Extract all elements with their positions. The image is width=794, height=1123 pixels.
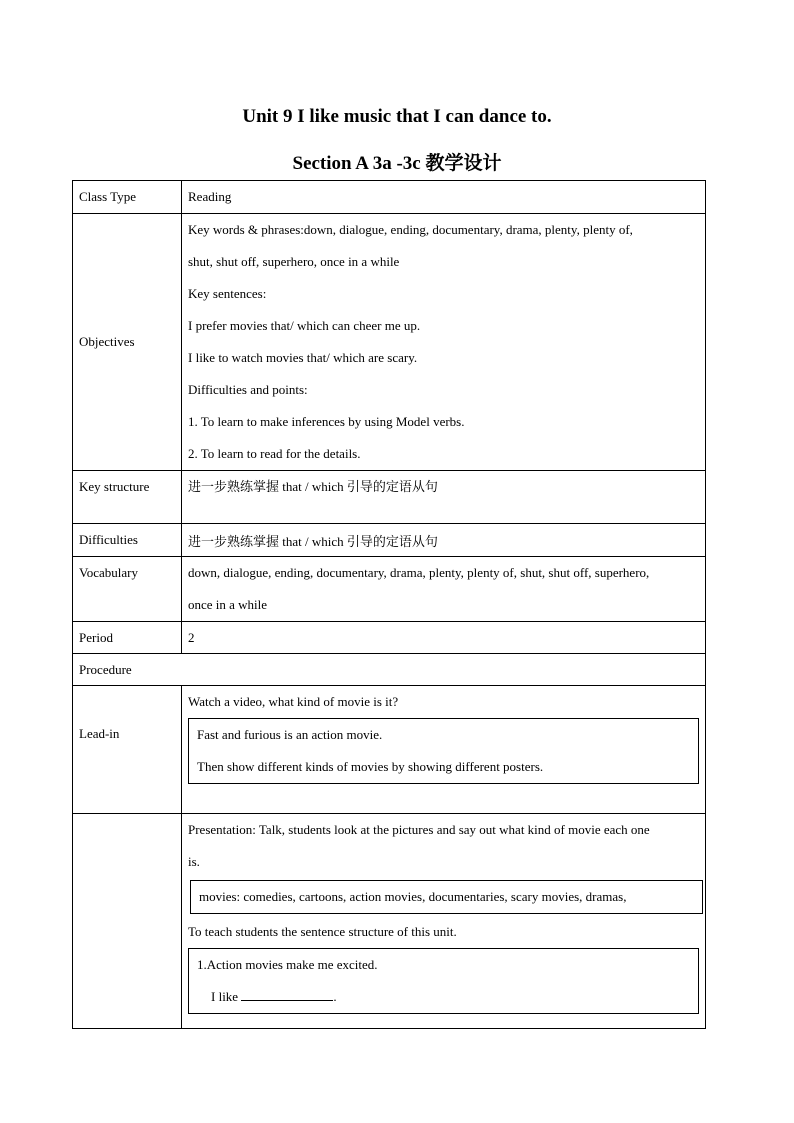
procedure-label: Procedure — [73, 654, 706, 686]
presentation-line: Presentation: Talk, students look at the pictures and say out what kind of movie each one — [188, 822, 650, 837]
objectives-line: 2. To learn to read for the details. — [188, 446, 361, 461]
objectives-line: I prefer movies that/ which can cheer me up. — [188, 318, 421, 333]
key-structure-text: 进一步熟练掌握 that / which 引导的定语从句 — [188, 479, 438, 494]
example-line-2 — [197, 981, 690, 1013]
objectives-line: Key sentences: — [188, 286, 267, 301]
row-procedure — [73, 654, 706, 686]
lesson-plan-table — [72, 180, 706, 1029]
row-period — [73, 622, 706, 654]
period-value — [182, 622, 706, 654]
document-subtitle: Section A 3a -3c 教学设计 — [292, 153, 502, 174]
row-objectives — [73, 214, 706, 471]
presentation-line: is. — [188, 854, 200, 869]
movies-box — [190, 880, 703, 914]
example-line-1: 1.Action movies make me excited. — [197, 957, 378, 972]
objectives-line: Key words & phrases:down, dialogue, ending, documentary, drama, plenty, plenty of, — [188, 222, 633, 237]
lead-in-value — [182, 686, 706, 814]
difficulties-label: Difficulties — [73, 524, 182, 557]
objectives-line: I like to watch movies that/ which are scary. — [188, 350, 418, 365]
key-structure-label-text: Key structure — [79, 479, 150, 494]
lead-in-label-text: Lead-in — [79, 726, 120, 741]
objectives-value — [182, 214, 706, 471]
teach-line: To teach students the sentence structure of this unit. — [188, 924, 457, 939]
class-type-value — [182, 181, 706, 214]
document-title: Unit 9 I like music that I can dance to. — [242, 106, 552, 127]
objectives-line: shut, shut off, superhero, once in a while — [188, 254, 400, 269]
vocabulary-line: once in a while — [188, 597, 268, 612]
row-key-structure — [73, 471, 706, 524]
key-structure-label — [73, 471, 182, 524]
key-structure-value — [182, 471, 706, 524]
objectives-line: Difficulties and points: — [188, 382, 308, 397]
example-suffix: . — [333, 989, 337, 1004]
lead-in-box-line: Then show different kinds of movies by showing different posters. — [197, 759, 544, 774]
fill-in-blank[interactable] — [241, 988, 333, 1001]
vocabulary-line: down, dialogue, ending, documentary, drama, plenty, plenty of, shut, shut off, superhero, — [188, 565, 650, 580]
class-type-label: Class Type — [73, 181, 182, 214]
row-presentation — [73, 814, 706, 1029]
period-text: 2 — [188, 629, 195, 645]
presentation-value — [182, 814, 706, 1029]
row-lead-in — [73, 686, 706, 814]
lead-in-label — [73, 686, 182, 814]
difficulties-value — [182, 524, 706, 557]
row-vocabulary — [73, 557, 706, 622]
objectives-label: Objectives — [73, 214, 182, 471]
row-difficulties — [73, 524, 706, 557]
example-box — [188, 948, 699, 1014]
lead-in-question: Watch a video, what kind of movie is it? — [188, 694, 399, 709]
movies-box-text: movies: comedies, cartoons, action movies, documentaries, scary movies, dramas, — [199, 889, 627, 904]
vocabulary-label-text: Vocabulary — [79, 565, 138, 580]
vocabulary-value — [182, 557, 706, 622]
lead-in-box-line: Fast and furious is an action movie. — [197, 727, 383, 742]
difficulties-text: 进一步熟练掌握 that / which 引导的定语从句 — [188, 533, 438, 549]
presentation-label — [73, 814, 182, 1029]
objectives-line: 1. To learn to make inferences by using Model verbs. — [188, 414, 465, 429]
row-class-type — [73, 181, 706, 214]
class-type-text: Reading — [188, 189, 232, 204]
lead-in-box — [188, 718, 699, 784]
example-prefix: I like — [211, 989, 239, 1004]
vocabulary-label — [73, 557, 182, 622]
period-label: Period — [73, 622, 182, 654]
